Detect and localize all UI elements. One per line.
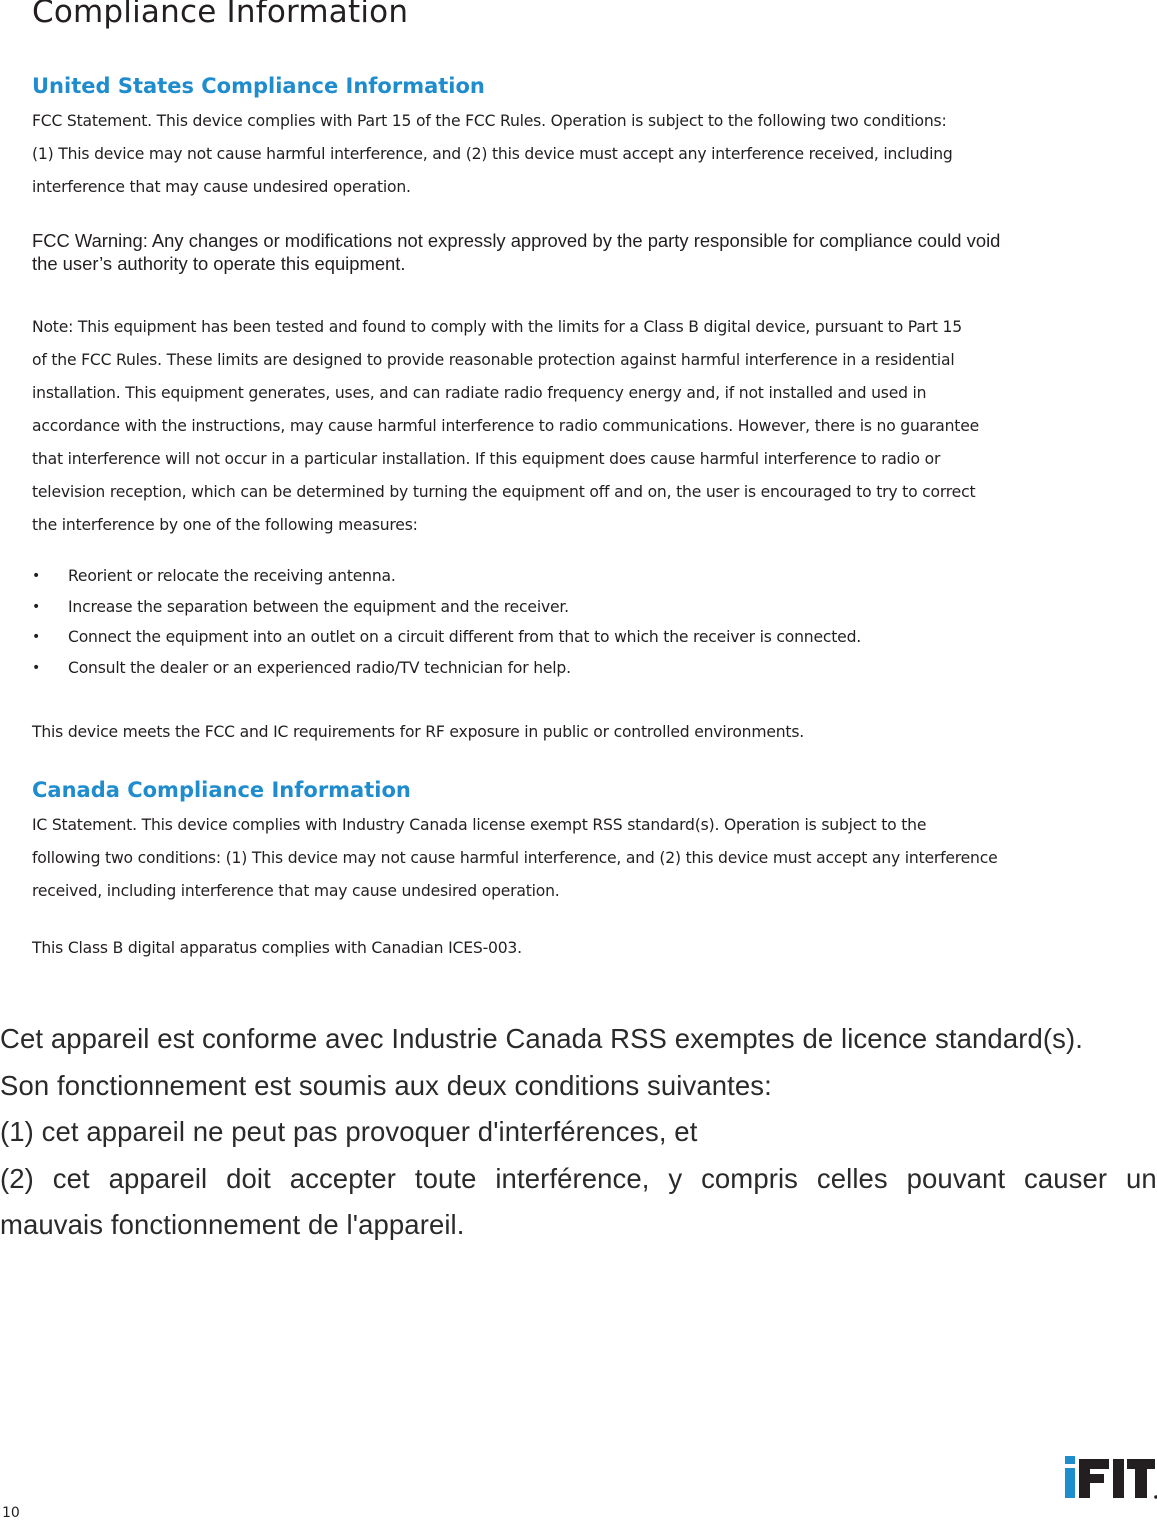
fcc-statement-line: (1) This device may not cause harmful interference, and (2) this device must accept any interference received, including — [32, 145, 953, 163]
french-justified-line — [0, 1156, 1157, 1203]
french-word: causer — [1024, 1162, 1108, 1194]
fcc-statement-line: FCC Statement. This device complies with Part 15 of the FCC Rules. Operation is subject to the following two conditions: — [32, 112, 947, 130]
list-item — [32, 561, 861, 592]
fcc-note — [32, 311, 1132, 542]
french-line: mauvais fonctionnement de l'appareil. — [0, 1209, 465, 1240]
fcc-warning — [32, 229, 1142, 275]
ifit-logo-icon — [1064, 1455, 1157, 1501]
us-compliance-heading: United States Compliance Information — [32, 74, 485, 98]
french-word: un — [1126, 1162, 1157, 1194]
french-word: cet — [52, 1162, 90, 1194]
bullet-icon: • — [32, 598, 41, 615]
bullet-icon: • — [32, 629, 41, 645]
note-line: television reception, which can be determined by turning the equipment off and on, the user is encouraged to try to correct — [32, 483, 976, 501]
french-line: Son fonctionnement est soumis aux deux conditions suivantes: — [0, 1069, 772, 1101]
measure-text: Connect the equipment into an outlet on a circuit different from that to which the receiver is connected. — [68, 628, 862, 646]
rf-exposure-line: This device meets the FCC and IC requirements for RF exposure in public or controlled environments. — [32, 723, 805, 741]
french-word: interférence, — [495, 1162, 650, 1194]
ices-statement — [32, 932, 1132, 965]
measure-text: Increase the separation between the equipment and the receiver. — [68, 597, 569, 616]
note-line: of the FCC Rules. These limits are designed to provide reasonable protection against harmful interference in a residential — [32, 351, 955, 369]
french-word: (2) — [0, 1162, 34, 1194]
french-word: doit — [226, 1162, 271, 1194]
list-item — [32, 592, 861, 623]
fcc-warning-line: FCC Warning: Any changes or modifications not expressly approved by the party responsible for compliance could void — [32, 230, 1001, 251]
interference-measures-list — [32, 561, 861, 683]
note-line: accordance with the instructions, may cause harmful interference to radio communications. However, there is no guarantee — [32, 417, 979, 435]
measure-text: Consult the dealer or an experienced radio/TV technician for help. — [68, 658, 571, 677]
french-word: toute — [414, 1162, 477, 1194]
fcc-warning-line: the user’s authority to operate this equipment. — [32, 253, 406, 274]
ic-statement — [32, 809, 1132, 908]
note-line: that interference will not occur in a particular installation. If this equipment does cause harmful interference to radio or — [32, 450, 941, 468]
bullet-icon: • — [32, 659, 41, 676]
bullet-icon: • — [32, 568, 41, 584]
rf-exposure-statement — [32, 716, 1132, 749]
ices-line: This Class B digital apparatus complies with Canadian ICES-003. — [32, 939, 522, 957]
french-word: accepter — [289, 1162, 396, 1194]
fcc-statement-line: interference that may cause undesired operation. — [32, 178, 411, 196]
page-number: 10 — [2, 1505, 20, 1521]
note-line: the interference by one of the following measures: — [32, 516, 418, 534]
ic-statement-line: received, including interference that may cause undesired operation. — [32, 882, 560, 900]
french-word: y — [668, 1162, 683, 1194]
french-line: Cet appareil est conforme avec Industrie Canada RSS exemptes de licence standard(s). — [0, 1023, 1083, 1054]
french-word: pouvant — [906, 1162, 1006, 1194]
french-line: (1) cet appareil ne peut pas provoquer d'interférences, et — [0, 1116, 698, 1147]
french-word: appareil — [108, 1162, 208, 1194]
list-item — [32, 622, 861, 653]
french-word: celles — [816, 1162, 888, 1194]
french-word: compris — [701, 1162, 799, 1194]
fcc-statement — [32, 105, 1132, 204]
ic-statement-line: IC Statement. This device complies with Industry Canada license exempt RSS standard(s). Operation is subject to the — [32, 816, 927, 834]
ic-statement-line: following two conditions: (1) This device may not cause harmful interference, and (2) this device must accept any interference — [32, 849, 998, 867]
french-statement — [0, 1016, 1157, 1249]
note-line: Note: This equipment has been tested and found to comply with the limits for a Class B digital device, pursuant to Part 15 — [32, 318, 962, 336]
canada-compliance-heading: Canada Compliance Information — [32, 778, 411, 802]
page-title: Compliance Information — [32, 0, 409, 30]
note-line: installation. This equipment generates, uses, and can radiate radio frequency energy and, if not installed and used in — [32, 384, 927, 402]
measure-text: Reorient or relocate the receiving antenna. — [68, 567, 396, 585]
list-item — [32, 653, 861, 684]
